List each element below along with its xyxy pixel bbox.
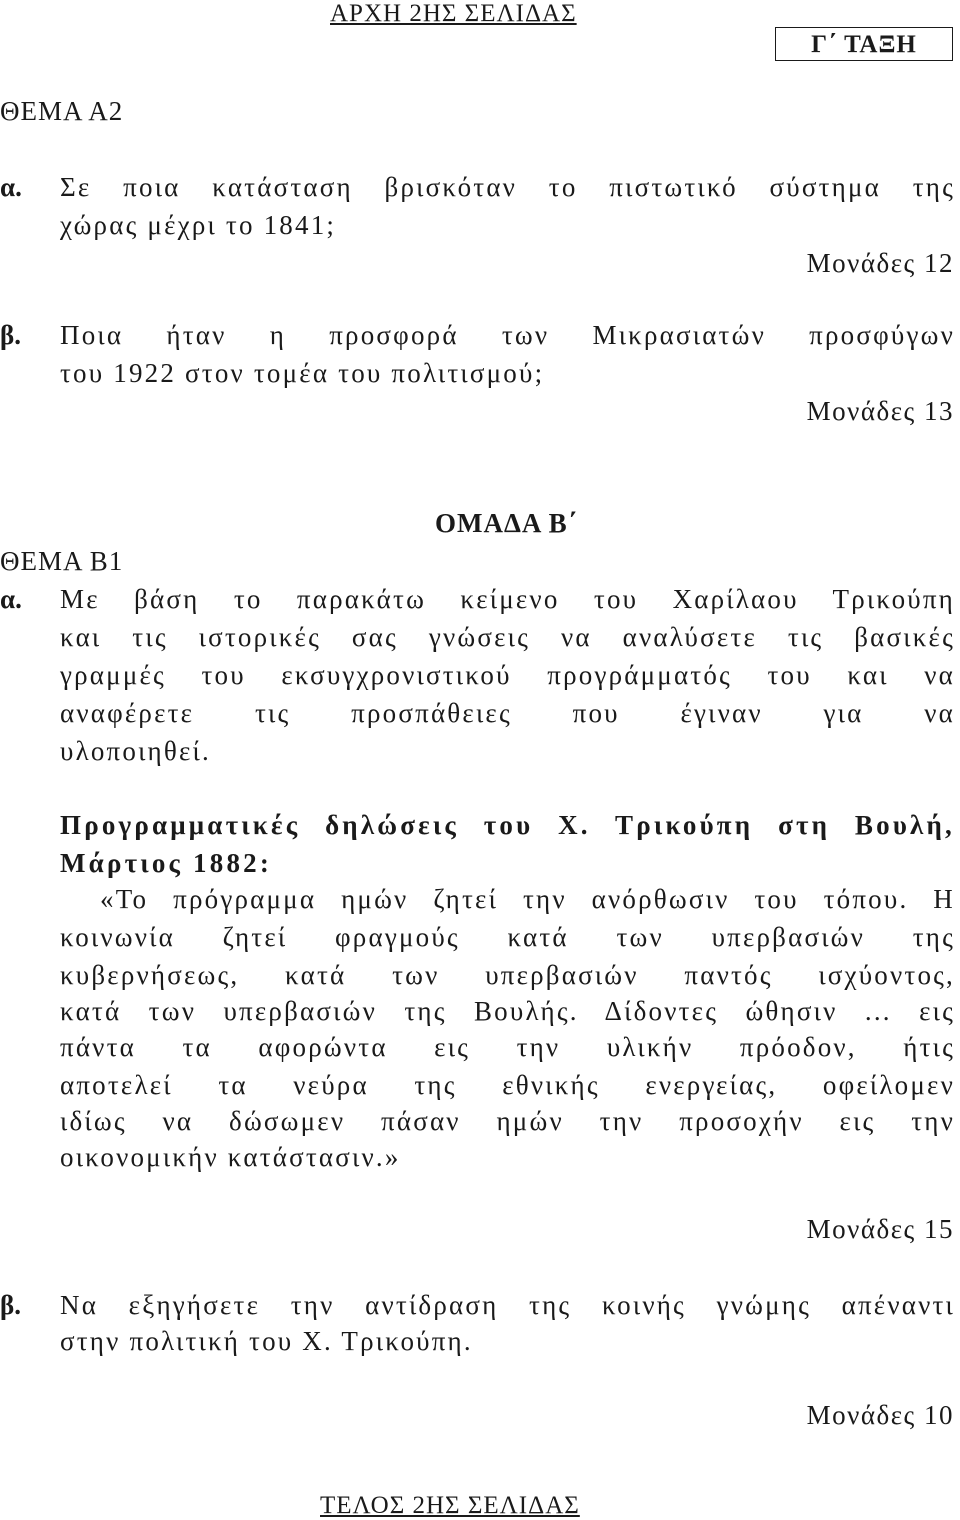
- question-label: α.: [0, 172, 22, 202]
- source-quote-line: κοινωνία ζητεί φραγμούς κατά των υπερβασιών της: [60, 922, 955, 952]
- class-label-box: Γ΄ ΤΑΞΗ: [775, 27, 953, 61]
- page-end-label: ΤΕΛΟΣ 2ΗΣ ΣΕΛΙΔΑΣ: [320, 1492, 580, 1519]
- question-text-line: Σε ποια κατάσταση βρισκόταν το πιστωτικό σύστημα της: [60, 172, 955, 202]
- question-text-line: υλοποιηθεί.: [60, 736, 211, 766]
- question-text-line: Με βάση το παρακάτω κείμενο του Χαρίλαου Τρικούπη: [60, 584, 955, 614]
- page-start-label: ΑΡΧΗ 2ΗΣ ΣΕΛΙΔΑΣ: [330, 0, 577, 27]
- question-text-line: αναφέρετε τις προσπάθειες που έγιναν για να: [60, 698, 955, 728]
- theme-b1-title: ΘΕΜΑ Β1: [0, 546, 124, 576]
- question-text-line: Ποια ήταν η προσφορά των Μικρασιατών προσφύγων: [60, 320, 955, 350]
- marks-label: Μονάδες 10: [806, 1400, 954, 1430]
- question-text-line: του 1922 στον τομέα του πολιτισμού;: [60, 358, 545, 388]
- marks-label: Μονάδες 13: [806, 396, 954, 426]
- source-quote-line: οικονομικήν κατάστασιν.»: [60, 1142, 401, 1172]
- group-b-title: ΟΜΑΔΑ Β΄: [435, 508, 578, 538]
- question-text-line: στην πολιτική του Χ. Τρικούπη.: [60, 1326, 473, 1356]
- question-label: β.: [0, 1290, 21, 1320]
- marks-label: Μονάδες 15: [806, 1214, 954, 1244]
- source-quote-line: «Το πρόγραμμα ημών ζητεί την ανόρθωσιν του τόπου. Η: [100, 884, 955, 914]
- question-label: β.: [0, 320, 21, 350]
- question-label: α.: [0, 584, 22, 614]
- source-title-line: Μάρτιος 1882:: [60, 848, 273, 878]
- source-quote-line: πάντα τα αφορώντα εις την υλικήν πρόοδον, ήτις: [60, 1032, 955, 1062]
- source-quote-line: ιδίως να δώσωμεν πάσαν ημών την προσοχήν εις την: [60, 1106, 955, 1136]
- source-title-line: Προγραμματικές δηλώσεις του Χ. Τρικούπη στη Βουλή,: [60, 810, 955, 840]
- question-text-line: και τις ιστορικές σας γνώσεις να αναλύσετε τις βασικές: [60, 622, 955, 652]
- source-quote-line: κυβερνήσεως, κατά των υπερβασιών παντός ισχύοντος,: [60, 960, 955, 990]
- question-text-line: γραμμές του εκσυγχρονιστικού προγράμματός του και να: [60, 660, 955, 690]
- question-text-line: χώρας μέχρι το 1841;: [60, 210, 337, 240]
- source-quote-line: αποτελεί τα νεύρα της εθνικής ενεργείας, οφείλομεν: [60, 1070, 955, 1100]
- marks-label: Μονάδες 12: [806, 248, 954, 278]
- theme-a2-title: ΘΕΜΑ Α2: [0, 96, 124, 126]
- question-text-line: Να εξηγήσετε την αντίδραση της κοινής γνώμης απέναντι: [60, 1290, 955, 1320]
- source-quote-line: κατά των υπερβασιών της Βουλής. Δίδοντες ώθησιν ... εις: [60, 996, 955, 1026]
